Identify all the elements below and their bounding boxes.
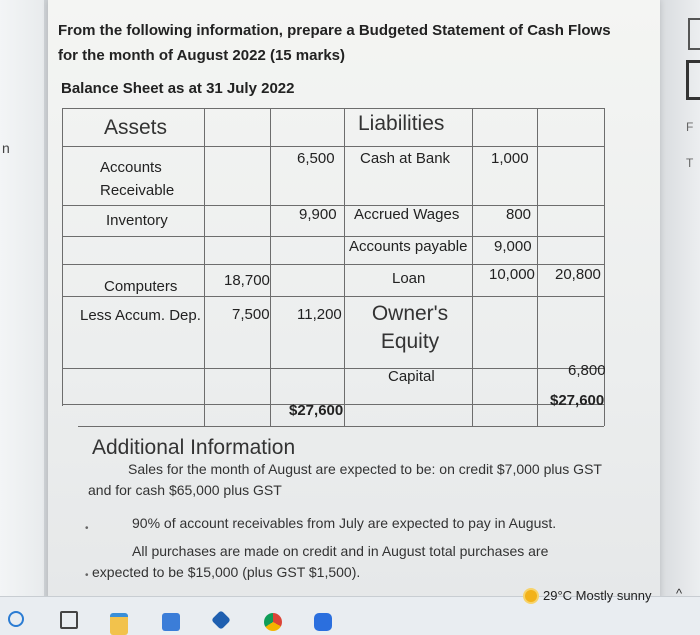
assets-header: Assets <box>104 116 168 139</box>
less-accum-dep-label: Less Accum. Dep. <box>80 307 201 324</box>
inventory-label: Inventory <box>106 212 168 229</box>
computers-net-value: 11,200 <box>297 306 342 323</box>
weather-widget[interactable] <box>525 588 652 603</box>
accounts-receivable-label: Accounts Receivable <box>100 159 175 199</box>
checkbox-outline-icon <box>688 18 700 50</box>
info-item-sales: Sales for the month of August are expected to be: on credit $7,000 plus GST and for cash $65,000 plus GST <box>88 461 602 498</box>
cash-at-bank-label: Cash at Bank <box>360 150 451 167</box>
liabilities-total: $27,600 <box>550 392 605 409</box>
sun-icon <box>525 590 537 602</box>
file-explorer-icon[interactable] <box>110 613 128 635</box>
balance-sheet-heading: Balance Sheet as at 31 July 2022 <box>61 80 295 97</box>
background-window-left <box>0 0 44 634</box>
additional-info-heading: Additional Information <box>92 436 296 459</box>
chevron-up-icon[interactable]: ^ <box>676 586 683 601</box>
background-window-right <box>660 0 700 634</box>
cash-at-bank-value: 1,000 <box>491 150 529 167</box>
weather-text: 29°C Mostly sunny <box>543 588 652 603</box>
bullet-icon: • <box>85 570 89 581</box>
bullet-icon: • <box>85 523 89 534</box>
loan-value: 10,000 <box>489 266 535 283</box>
liabilities-header: Liabilities <box>358 112 445 135</box>
accounts-payable-value: 9,000 <box>494 238 532 255</box>
info-item-receivables: 90% of account receivables from July are expected to pay in August. <box>132 515 557 531</box>
accounts-receivable-value: 6,500 <box>297 150 335 167</box>
store-icon[interactable] <box>162 613 180 631</box>
left-edge-glyph: n <box>2 140 10 156</box>
accrued-wages-value: 800 <box>506 206 532 223</box>
capital-label: Capital <box>388 368 435 385</box>
accrued-wages-label: Accrued Wages <box>354 206 460 223</box>
document-page <box>48 0 660 600</box>
info-item-purchases: All purchases are made on credit and in August total purchases are expected to be $15,000 (plus GST $1,500). <box>92 543 549 580</box>
app-blue-icon[interactable] <box>314 613 332 631</box>
accounts-payable-label: Accounts payable <box>349 238 468 255</box>
liabilities-subtotal: 20,800 <box>555 266 601 283</box>
task-view-icon[interactable] <box>60 611 78 629</box>
start-circle-icon[interactable] <box>8 611 24 627</box>
right-edge-letter-t: T <box>686 156 694 170</box>
question-title: From the following information, prepare a Budgeted Statement of Cash Flows for the month of August 2022 (15 marks) <box>58 22 611 64</box>
computers-gross-value: 18,700 <box>224 272 270 289</box>
capital-value: 6,800 <box>568 362 606 379</box>
right-edge-letter-f: F <box>686 120 694 134</box>
computers-label: Computers <box>104 278 178 295</box>
chrome-icon[interactable] <box>264 613 282 631</box>
mail-icon[interactable] <box>211 610 231 630</box>
bracket-outline-icon <box>686 60 700 100</box>
assets-total: $27,600 <box>289 402 344 419</box>
accum-dep-value: 7,500 <box>232 306 270 323</box>
owners-equity-heading: Owner's Equity <box>371 302 449 353</box>
loan-label: Loan <box>392 270 426 287</box>
inventory-value: 9,900 <box>299 206 337 223</box>
